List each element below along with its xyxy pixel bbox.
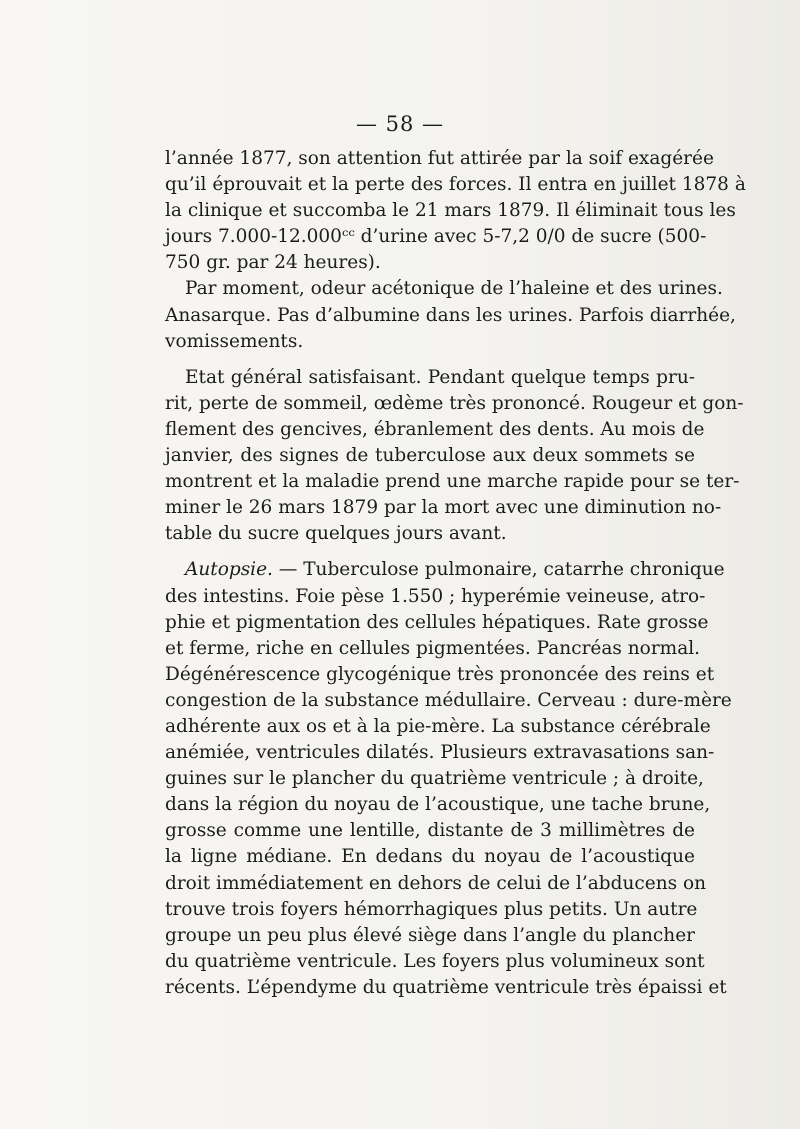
- text-line: vomissements.: [165, 330, 304, 352]
- text-line: droit immédiatement en dehors de celui de l’abducens on: [165, 872, 707, 894]
- text-fragment: — Tuberculose pulmonaire, catarrhe chronique: [272, 559, 725, 581]
- text-line: la ligne médiane. En dedans du noyau de l’acoustique: [165, 846, 695, 868]
- text-line: groupe un peu plus élevé siège dans l’angle du plancher: [165, 924, 695, 946]
- paragraph-1: [165, 146, 746, 276]
- text-line: guines sur le plancher du quatrième ventricule ; à droite,: [165, 768, 704, 790]
- text-line: Par moment, odeur acétonique de l’haleine et des urines.: [185, 278, 723, 300]
- text-line: dans la région du noyau de l’acoustique, une tache brune,: [165, 794, 711, 816]
- text-line: jours 7.000-12.000ᶜᶜ d’urine avec 5-7,2 0/0 de sucre (500-: [165, 226, 707, 248]
- page-number: — 58 —: [355, 112, 445, 136]
- text-line: l’année 1877, son attention fut attirée par la soif exagérée: [165, 148, 714, 169]
- text-line: Etat général satisfaisant. Pendant quelque temps pru-: [185, 366, 695, 388]
- paragraph-3: [165, 365, 744, 548]
- text-line: trouve trois foyers hémorrhagiques plus petits. Un autre: [165, 898, 698, 920]
- text-line: table du sucre quelques jours avant.: [165, 523, 507, 545]
- paragraph-4: [165, 557, 732, 1001]
- text-line: congestion de la substance médullaire. Cerveau : dure-mère: [165, 689, 732, 711]
- text-line: récents. L’épendyme du quatrième ventricule très épaissi et: [165, 976, 727, 998]
- paragraph-2: [165, 276, 736, 354]
- body-text: [165, 146, 746, 1001]
- text-line: la clinique et succomba le 21 mars 1879. Il éliminait tous les: [165, 200, 736, 222]
- text-line: [165, 557, 725, 583]
- text-line: des intestins. Foie pèse 1.550 ; hyperémie veineuse, atro-: [165, 585, 706, 607]
- text-line: janvier, des signes de tuberculose aux deux sommets se: [165, 445, 695, 467]
- autopsie-heading: Autopsie.: [185, 559, 273, 581]
- text-line: 750 gr. par 24 heures).: [165, 252, 381, 274]
- text-line: rit, perte de sommeil, œdème très prononcé. Rougeur et gon-: [165, 392, 744, 414]
- text-line: qu’il éprouvait et la perte des forces. Il entra en juillet 1878 à: [165, 174, 746, 196]
- text-line: anémiée, ventricules dilatés. Plusieurs extravasations san-: [165, 742, 715, 764]
- text-line: flement des gencives, ébranlement des dents. Au mois de: [165, 418, 705, 440]
- text-line: miner le 26 mars 1879 par la mort avec une diminution no-: [165, 497, 722, 519]
- text-line: phie et pigmentation des cellules hépatiques. Rate grosse: [165, 611, 709, 633]
- text-line: du quatrième ventricule. Les foyers plus volumineux sont: [165, 950, 705, 972]
- text-line: adhérente aux os et à la pie-mère. La substance cérébrale: [165, 715, 711, 737]
- text-line: grosse comme une lentille, distante de 3 millimètres de: [165, 820, 695, 842]
- text-line: et ferme, riche en cellules pigmentées. Pancréas normal.: [165, 637, 701, 659]
- text-line: Anasarque. Pas d’albumine dans les urines. Parfois diarrhée,: [165, 304, 736, 326]
- text-line: Dégénérescence glycogénique très prononcée des reins et: [165, 663, 715, 685]
- text-line: montrent et la maladie prend une marche rapide pour se ter-: [165, 471, 740, 493]
